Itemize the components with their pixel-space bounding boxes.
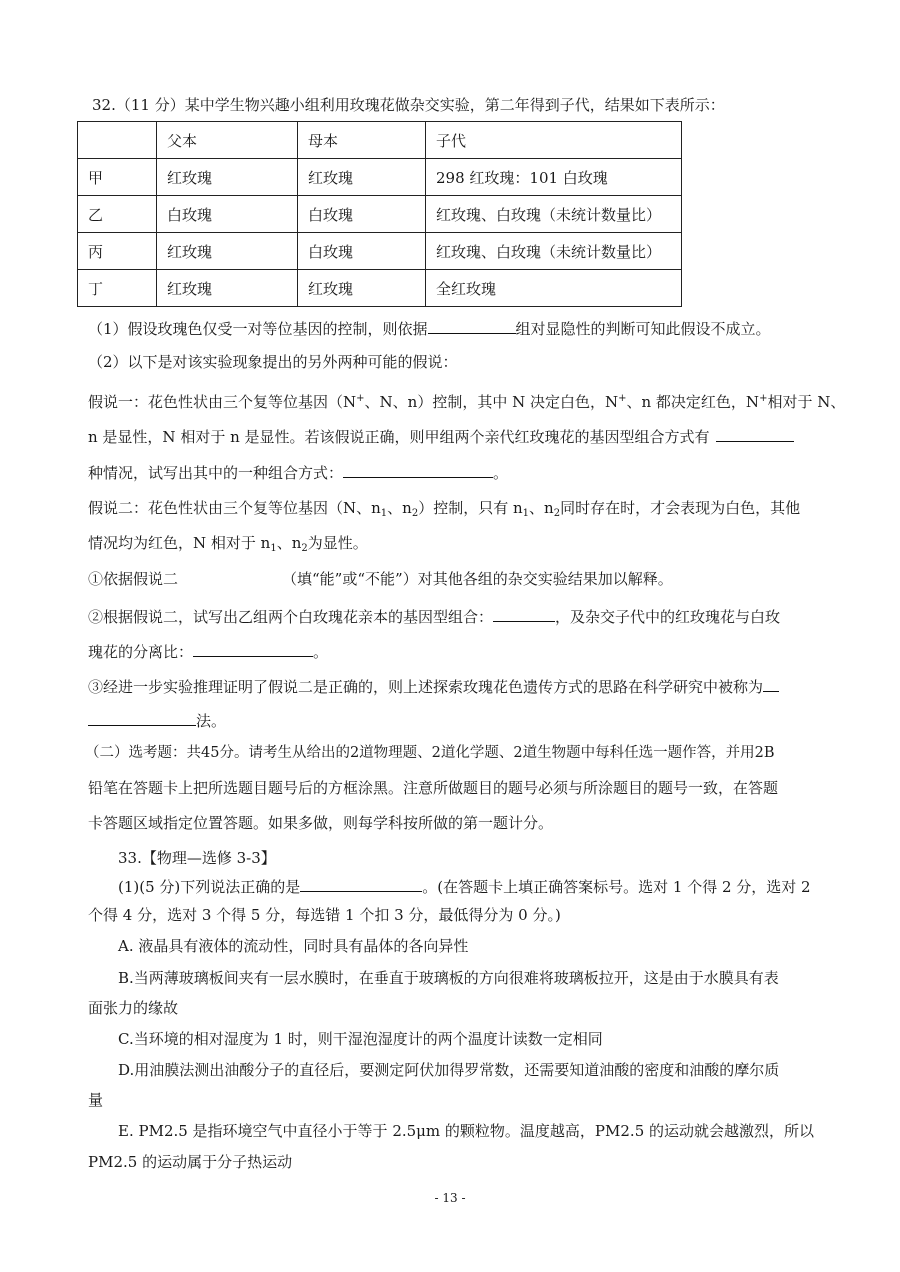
table-cell: 丁 <box>78 270 157 307</box>
table-cell: 子代 <box>426 122 682 159</box>
answer-blank <box>88 709 196 726</box>
answer-blank <box>716 425 794 442</box>
item-1: ①依据假说二 （填“能”或“不能”）对其他各组的杂交实验结果加以解释。 <box>88 570 673 588</box>
item-3-line-1: ③经进一步实验推理证明了假说二是正确的，则上述探索玫瑰花色遗传方式的思路在科学研究中被称为 <box>88 675 779 697</box>
option-d-line-1: D.用油膜法测出油酸分子的直径后，要测定阿伏加得罗常数，还需要知道油酸的密度和油酸的摩尔质 <box>118 1061 780 1079</box>
option-b-line-1: B.当两薄玻璃板间夹有一层水膜时，在垂直于玻璃板的方向很难将玻璃板拉开，这是由于水膜具有表 <box>118 969 779 987</box>
q33-part-1-line-2: 个得 4 分，选对 3 个得 5 分，每选错 1 个扣 3 分，最低得分为 0 分。) <box>88 906 561 924</box>
table-header-row <box>78 122 682 159</box>
hypothesis-2-line-1: 假说二：花色性状由三个复等位基因（N、$n_1$、$n_2$）控制，只有 $n_1$、$n_2$同时存在时，才会表现为白色，其他 <box>88 499 801 519</box>
table-cell: 丙 <box>78 233 157 270</box>
table-cell: 红玫瑰 <box>157 270 298 307</box>
table-cell: 母本 <box>298 122 426 159</box>
table-cell <box>78 122 157 159</box>
table-cell: 红玫瑰 <box>298 270 426 307</box>
answer-blank <box>193 640 313 657</box>
subquestion-1: （1）假设玫瑰色仅受一对等位基因的控制，则依据 组对显隐性的判断可知此假设不成立。 <box>88 317 771 339</box>
table-cell: 父本 <box>157 122 298 159</box>
cross-results-table <box>77 121 682 307</box>
elective-instructions-line-1: （二）选考题：共45分。请考生从给出的2道物理题、2道化学题、2道生物题中每科任选一题作答，并用2B <box>85 745 775 761</box>
answer-blank <box>493 605 555 622</box>
table-cell: 红玫瑰、白玫瑰（未统计数量比） <box>426 196 682 233</box>
option-e-line-2: PM2.5 的运动属于分子热运动 <box>88 1153 293 1171</box>
page-number: - 13 - <box>434 1191 466 1205</box>
subquestion-2-intro: （2）以下是对该实验现象提出的另外两种可能的假说： <box>88 353 458 371</box>
table-cell: 白玫瑰 <box>157 196 298 233</box>
option-c: C.当环境的相对湿度为 1 时，则干湿泡湿度计的两个温度计读数一定相同 <box>118 1030 603 1048</box>
table-cell: 298 红玫瑰：101 白玫瑰 <box>426 159 682 196</box>
table-row <box>78 270 682 307</box>
table-cell: 红玫瑰 <box>298 159 426 196</box>
elective-instructions-line-3: 卡答题区域指定位置答题。如果多做，则每学科按所做的第一题计分。 <box>88 814 554 832</box>
item-3-line-2: 法。 <box>88 709 226 731</box>
table-cell: 全红玫瑰 <box>426 270 682 307</box>
item-2-line-2: 瑰花的分离比： 。 <box>88 640 328 662</box>
answer-blank <box>763 675 779 692</box>
table-cell: 红玫瑰、白玫瑰（未统计数量比） <box>426 233 682 270</box>
answer-blank <box>300 875 422 892</box>
table-row <box>78 159 682 196</box>
q33-part-1-line-1: (1)(5 分)下列说法正确的是 。(在答题卡上填正确答案标号。选对 1 个得 2 分，选对 2 <box>118 875 811 897</box>
answer-blank <box>428 317 516 334</box>
elective-instructions-line-2: 铅笔在答题卡上把所选题目题号后的方框涂黑。注意所做题目的题号必须与所涂题目的题号一致，在答题 <box>88 779 779 797</box>
table-cell: 红玫瑰 <box>157 233 298 270</box>
hypothesis-1-line-1: 假说一：花色性状由三个复等位基因（N+、N、n）控制，其中 N 决定白色，N+、n 都决定红色，N+相对于 N、 <box>88 393 846 411</box>
hypothesis-2-line-2: 情况均为红色，N 相对于 $n_1$、$n_2$为显性。 <box>88 534 368 554</box>
table-row <box>78 196 682 233</box>
table-cell: 甲 <box>78 159 157 196</box>
option-b-line-2: 面张力的缘故 <box>88 999 179 1017</box>
item-2-line-1: ②根据假说二，试写出乙组两个白玫瑰花亲本的基因型组合： ，及杂交子代中的红玫瑰花与白玫 <box>88 605 780 627</box>
answer-blank <box>343 461 493 478</box>
hypothesis-1-line-2: n 是显性，N 相对于 n 是显性。若该假说正确，则甲组两个亲代红玫瑰花的基因型组合方式有 <box>88 425 794 447</box>
table-cell: 白玫瑰 <box>298 196 426 233</box>
table-cell: 红玫瑰 <box>157 159 298 196</box>
option-d-line-2: 量 <box>88 1091 104 1109</box>
table-row <box>78 233 682 270</box>
hypothesis-1-line-3: 种情况，试写出其中的一种组合方式： 。 <box>88 461 508 483</box>
table-cell: 白玫瑰 <box>298 233 426 270</box>
table-cell: 乙 <box>78 196 157 233</box>
question-32-header: 32.（11 分）某中学生物兴趣小组利用玫瑰花做杂交实验，第二年得到子代，结果如下表所示： <box>92 96 725 114</box>
option-a: A. 液晶具有液体的流动性，同时具有晶体的各向异性 <box>118 937 469 955</box>
option-e-line-1: E. PM2.5 是指环境空气中直径小于等于 2.5μm 的颗粒物。温度越高，PM2.5 的运动就会越激烈，所以 <box>118 1122 815 1140</box>
question-33-title: 33.【物理—选修 3-3】 <box>118 849 276 867</box>
